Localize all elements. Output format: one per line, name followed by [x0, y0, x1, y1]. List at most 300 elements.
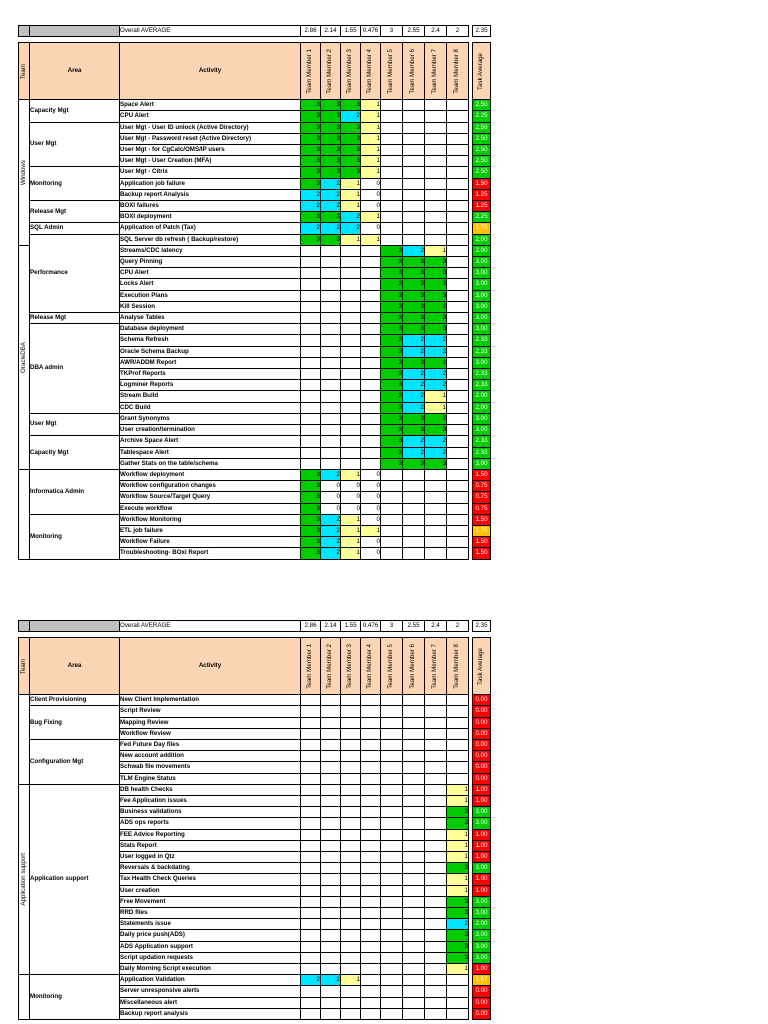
activity-cell: BOXI deployment: [120, 212, 301, 223]
score-cell: [341, 257, 361, 268]
score-cell: 1: [447, 964, 469, 975]
task-average-cell: 3.00: [473, 324, 491, 335]
score-cell: [301, 829, 321, 840]
score-cell: [381, 156, 403, 167]
score-cell: [361, 268, 381, 279]
member-header: [321, 43, 341, 100]
score-cell: [381, 784, 403, 795]
score-cell: 3: [301, 481, 321, 492]
activity-cell: User Mgt - User ID unlock (Active Directory): [120, 122, 301, 133]
activity-cell: Space Alert: [120, 100, 301, 111]
task-average-cell: 1.00: [473, 852, 491, 863]
activity-cell: Daily price push(ADS): [120, 930, 301, 941]
score-cell: [381, 863, 403, 874]
score-cell: [301, 852, 321, 863]
score-cell: [381, 829, 403, 840]
team-name: OracleDBA: [19, 341, 27, 373]
task-average-cell: 2.33: [473, 380, 491, 391]
score-cell: [425, 234, 447, 245]
score-cell: [321, 447, 341, 458]
score-cell: [301, 941, 321, 952]
score-cell: 1: [361, 156, 381, 167]
activity-row: [19, 784, 491, 795]
score-cell: [361, 301, 381, 312]
score-cell: 3: [381, 447, 403, 458]
skills-matrix-table-1: [18, 25, 491, 560]
score-cell: 0: [361, 189, 381, 200]
score-cell: [301, 313, 321, 324]
score-cell: 3: [447, 908, 469, 919]
score-cell: [425, 122, 447, 133]
score-cell: 1: [341, 234, 361, 245]
score-cell: [341, 773, 361, 784]
area-cell: Release Mgt: [30, 201, 120, 223]
score-cell: 0: [361, 548, 381, 559]
score-cell: [361, 717, 381, 728]
score-cell: [403, 122, 425, 133]
activity-row: [19, 706, 491, 717]
score-cell: 3: [341, 145, 361, 156]
score-cell: [361, 941, 381, 952]
score-cell: [301, 908, 321, 919]
score-cell: [301, 346, 321, 357]
score-cell: [361, 829, 381, 840]
score-cell: [403, 796, 425, 807]
activity-cell: Server unresponsive alerts: [120, 986, 301, 997]
score-cell: [341, 1008, 361, 1019]
overall-average-value: 2.4: [425, 621, 447, 632]
score-cell: [403, 548, 425, 559]
score-cell: 3: [341, 167, 361, 178]
score-cell: 2: [425, 447, 447, 458]
overall-average-value: 0.476: [361, 26, 381, 37]
activity-row: [19, 514, 491, 525]
area-cell: Performance: [30, 234, 120, 312]
score-cell: [425, 807, 447, 818]
score-cell: [301, 436, 321, 447]
score-cell: [361, 695, 381, 706]
score-cell: [341, 706, 361, 717]
score-cell: [341, 425, 361, 436]
member-header: [341, 638, 361, 695]
task-average-cell: 3.00: [473, 257, 491, 268]
score-cell: 2: [321, 525, 341, 536]
score-cell: 1: [361, 145, 381, 156]
score-cell: [403, 706, 425, 717]
score-cell: [425, 695, 447, 706]
score-cell: [361, 852, 381, 863]
activity-row: [19, 975, 491, 986]
task-average-cell: 1.00: [473, 874, 491, 885]
team-header-label: Team: [19, 658, 27, 674]
score-cell: [341, 346, 361, 357]
score-cell: [321, 964, 341, 975]
score-cell: [361, 413, 381, 424]
activity-cell: Schwab file movements: [120, 762, 301, 773]
activity-cell: Application of Patch (Tax): [120, 223, 301, 234]
score-cell: [361, 919, 381, 930]
score-cell: [381, 548, 403, 559]
score-cell: [403, 469, 425, 480]
score-cell: [301, 257, 321, 268]
score-cell: [301, 964, 321, 975]
score-cell: [361, 885, 381, 896]
activity-row: [19, 100, 491, 111]
score-cell: [361, 458, 381, 469]
task-average-cell: 2.50: [473, 133, 491, 144]
score-cell: [447, 279, 469, 290]
member-header: [321, 638, 341, 695]
score-cell: 0: [321, 503, 341, 514]
score-cell: [447, 324, 469, 335]
score-cell: 2: [403, 380, 425, 391]
score-cell: [425, 964, 447, 975]
score-cell: [403, 145, 425, 156]
score-cell: [381, 537, 403, 548]
overall-average-value: 2.86: [301, 621, 321, 632]
score-cell: 3: [321, 212, 341, 223]
score-cell: [403, 807, 425, 818]
score-cell: [361, 391, 381, 402]
area-cell: Client Provisioning: [30, 695, 120, 706]
task-average-cell: 3.00: [473, 313, 491, 324]
score-cell: [301, 402, 321, 413]
score-cell: [361, 840, 381, 851]
score-cell: 0: [361, 481, 381, 492]
score-cell: [447, 335, 469, 346]
score-cell: [447, 145, 469, 156]
score-cell: [341, 952, 361, 963]
score-cell: [425, 145, 447, 156]
score-cell: [341, 245, 361, 256]
task-average-cell: 1.75: [473, 525, 491, 536]
score-cell: [425, 941, 447, 952]
area-cell: Application support: [30, 784, 120, 974]
score-cell: [361, 986, 381, 997]
score-cell: [321, 840, 341, 851]
team-cell: [19, 245, 30, 469]
score-cell: [321, 706, 341, 717]
member-header-label: Team Member 4: [366, 48, 374, 94]
score-cell: [447, 234, 469, 245]
score-cell: 1: [341, 201, 361, 212]
score-cell: [425, 896, 447, 907]
score-cell: [321, 952, 341, 963]
task-average-header: [473, 638, 491, 695]
score-cell: 3: [425, 413, 447, 424]
overall-average-value: 2.14: [321, 621, 341, 632]
activity-cell: Kill Session: [120, 301, 301, 312]
member-header: [361, 638, 381, 695]
activity-cell: SQL Server db refresh ( Backup/restore): [120, 234, 301, 245]
team-cell: [19, 100, 30, 246]
member-header-label: Team Member 7: [431, 643, 439, 689]
score-cell: 3: [403, 324, 425, 335]
score-cell: [425, 1008, 447, 1019]
score-cell: [341, 751, 361, 762]
score-cell: [381, 212, 403, 223]
score-cell: [341, 930, 361, 941]
score-cell: 1: [425, 245, 447, 256]
activity-cell: Script updation requests: [120, 952, 301, 963]
score-cell: [301, 919, 321, 930]
score-cell: [341, 941, 361, 952]
task-average-cell: 1.50: [473, 178, 491, 189]
area-cell: Informatica Admin: [30, 469, 120, 514]
score-cell: [341, 335, 361, 346]
task-average-cell: 1.75: [473, 223, 491, 234]
score-cell: [403, 481, 425, 492]
score-cell: [425, 156, 447, 167]
overall-average-value: 2.4: [425, 26, 447, 37]
score-cell: [361, 762, 381, 773]
score-cell: [361, 796, 381, 807]
score-cell: 0: [321, 481, 341, 492]
score-cell: [361, 896, 381, 907]
score-cell: 3: [341, 156, 361, 167]
score-cell: 1: [447, 829, 469, 840]
score-cell: 3: [321, 100, 341, 111]
score-cell: 3: [301, 469, 321, 480]
activity-header: Activity: [120, 638, 301, 695]
score-cell: [403, 975, 425, 986]
score-cell: [447, 156, 469, 167]
score-cell: [341, 357, 361, 368]
score-cell: [447, 413, 469, 424]
score-cell: [403, 178, 425, 189]
score-cell: 0: [361, 503, 381, 514]
score-cell: [301, 413, 321, 424]
member-header: [425, 638, 447, 695]
activity-cell: Business validations: [120, 807, 301, 818]
score-cell: [321, 413, 341, 424]
score-cell: 3: [403, 268, 425, 279]
score-cell: [321, 346, 341, 357]
team-name: Windows: [19, 159, 27, 186]
score-cell: [381, 469, 403, 480]
score-cell: 0: [361, 223, 381, 234]
member-header-label: Team Member 8: [453, 643, 461, 689]
score-cell: [447, 695, 469, 706]
member-header-label: Team Member 2: [326, 643, 334, 689]
task-average-cell: 0.00: [473, 717, 491, 728]
task-average-cell: 3.00: [473, 458, 491, 469]
score-cell: [447, 728, 469, 739]
score-cell: [425, 525, 447, 536]
score-cell: 1: [361, 122, 381, 133]
score-cell: [447, 268, 469, 279]
score-cell: [341, 268, 361, 279]
score-cell: 3: [321, 122, 341, 133]
score-cell: [301, 807, 321, 818]
score-cell: 3: [381, 313, 403, 324]
team-cell: [19, 695, 30, 785]
overall-average-value: 2.86: [301, 26, 321, 37]
score-cell: [341, 413, 361, 424]
score-cell: 2: [321, 975, 341, 986]
score-cell: [381, 201, 403, 212]
score-cell: 2: [403, 245, 425, 256]
score-cell: [341, 391, 361, 402]
score-cell: 3: [301, 145, 321, 156]
score-cell: 0: [341, 492, 361, 503]
score-cell: 3: [381, 335, 403, 346]
activity-cell: Execution Plans: [120, 290, 301, 301]
activity-cell: Fed Future Day files: [120, 740, 301, 751]
score-cell: [381, 503, 403, 514]
task-average-cell: 2.50: [473, 100, 491, 111]
score-cell: [341, 447, 361, 458]
activity-cell: New Client Implementation: [120, 695, 301, 706]
score-cell: [341, 279, 361, 290]
task-average-cell: 3.00: [473, 818, 491, 829]
score-cell: 3: [381, 301, 403, 312]
task-average-cell: 3.00: [473, 279, 491, 290]
score-cell: 3: [381, 391, 403, 402]
score-cell: [361, 728, 381, 739]
score-cell: [425, 796, 447, 807]
score-cell: [381, 122, 403, 133]
task-average-cell: 2.00: [473, 391, 491, 402]
score-cell: [403, 717, 425, 728]
score-cell: [425, 840, 447, 851]
score-cell: [381, 964, 403, 975]
score-cell: [321, 740, 341, 751]
member-header: [403, 43, 425, 100]
score-cell: [381, 717, 403, 728]
score-cell: 3: [301, 111, 321, 122]
score-cell: [425, 919, 447, 930]
task-average-cell: 2.50: [473, 145, 491, 156]
member-header-label: Team Member 1: [306, 48, 314, 94]
score-cell: [301, 717, 321, 728]
score-cell: [381, 852, 403, 863]
task-average-cell: 2.33: [473, 447, 491, 458]
score-cell: [403, 863, 425, 874]
score-cell: [447, 257, 469, 268]
score-cell: 3: [381, 357, 403, 368]
activity-cell: New account addition: [120, 751, 301, 762]
task-average-cell: 3.00: [473, 952, 491, 963]
score-cell: 2: [321, 469, 341, 480]
score-cell: [381, 919, 403, 930]
activity-cell: User Mgt - User Creation (MFA): [120, 156, 301, 167]
activity-cell: Gather Stats on the table/schema: [120, 458, 301, 469]
overall-average-label: Overall AVERAGE: [120, 26, 301, 37]
score-cell: [403, 167, 425, 178]
score-cell: [447, 245, 469, 256]
activity-cell: Miscellaneous alert: [120, 997, 301, 1008]
score-cell: [321, 245, 341, 256]
area-cell: Monitoring: [30, 167, 120, 201]
score-cell: 3: [381, 268, 403, 279]
score-cell: [341, 829, 361, 840]
task-average-cell: 0.75: [473, 503, 491, 514]
score-cell: [321, 357, 341, 368]
score-cell: [425, 133, 447, 144]
score-cell: 2: [425, 380, 447, 391]
score-cell: 1: [447, 796, 469, 807]
activity-cell: DB health Checks: [120, 784, 301, 795]
score-cell: [341, 402, 361, 413]
score-cell: [341, 784, 361, 795]
activity-cell: Mapping Review: [120, 717, 301, 728]
score-cell: [361, 402, 381, 413]
score-cell: [447, 986, 469, 997]
score-cell: [301, 740, 321, 751]
member-header: [381, 43, 403, 100]
score-cell: [381, 740, 403, 751]
score-cell: [341, 840, 361, 851]
score-cell: [361, 425, 381, 436]
score-cell: [361, 380, 381, 391]
score-cell: [301, 840, 321, 851]
activity-cell: User creation: [120, 885, 301, 896]
score-cell: [447, 380, 469, 391]
score-cell: [447, 357, 469, 368]
score-cell: [381, 762, 403, 773]
team-header: [19, 638, 30, 695]
score-cell: [341, 919, 361, 930]
score-cell: 3: [403, 458, 425, 469]
score-cell: [321, 852, 341, 863]
task-average-cell: 0.00: [473, 762, 491, 773]
task-average-cell: 1.50: [473, 548, 491, 559]
overall-spacer-cell: [30, 621, 120, 632]
score-cell: [301, 896, 321, 907]
score-cell: [381, 178, 403, 189]
activity-row: [19, 167, 491, 178]
task-average-cell: 0.75: [473, 481, 491, 492]
score-cell: [301, 380, 321, 391]
task-average-header: [473, 43, 491, 100]
score-cell: [321, 896, 341, 907]
activity-cell: Stream Build: [120, 391, 301, 402]
score-cell: 2: [301, 201, 321, 212]
overall-average-value: 3: [381, 26, 403, 37]
score-cell: [341, 762, 361, 773]
task-average-cell: 0.00: [473, 1008, 491, 1019]
activity-cell: Database deployment: [120, 324, 301, 335]
score-cell: [403, 840, 425, 851]
score-cell: [381, 100, 403, 111]
score-cell: [321, 717, 341, 728]
score-cell: [341, 796, 361, 807]
score-cell: [321, 728, 341, 739]
score-cell: [403, 896, 425, 907]
member-header-label: Team Member 2: [326, 48, 334, 94]
task-average-cell: 3.00: [473, 930, 491, 941]
activity-cell: Workflow Failure: [120, 537, 301, 548]
member-header-label: Team Member 1: [306, 643, 314, 689]
score-cell: [301, 357, 321, 368]
task-average-cell: 0.00: [473, 986, 491, 997]
task-average-cell: 2.50: [473, 167, 491, 178]
activity-cell: Execute workflow: [120, 503, 301, 514]
score-cell: [321, 829, 341, 840]
score-cell: [425, 863, 447, 874]
score-cell: [403, 100, 425, 111]
score-cell: [381, 1008, 403, 1019]
score-cell: [321, 885, 341, 896]
member-header-label: Team Member 4: [366, 643, 374, 689]
score-cell: [361, 447, 381, 458]
score-cell: [341, 997, 361, 1008]
score-cell: [361, 1008, 381, 1019]
activity-cell: Oracle Schema Backup: [120, 346, 301, 357]
score-cell: [381, 167, 403, 178]
score-cell: [403, 111, 425, 122]
